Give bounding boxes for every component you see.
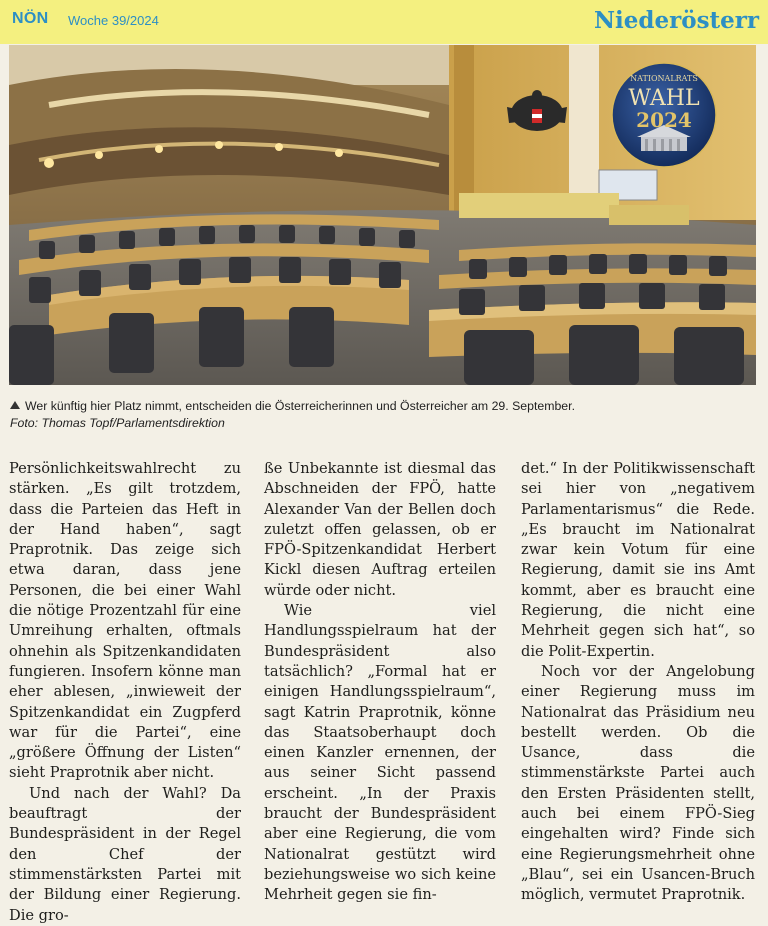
article-column-2 xyxy=(264,459,496,906)
col2-paragraph-1: ße Unbekannte ist diesmal das Abschneiden der FPÖ, hatte Alexander Van der Bellen doch zuletzt offen gelassen, ob er FPÖ-Spitzenkandidat Herbert Kickl diesen Auftrag erteilen würde oder nicht. xyxy=(264,460,496,599)
col2-paragraph-2: Wie viel Handlungsspielraum hat der Bundespräsident also tatsächlich? „Formal hat er einigen Handlungsspielraum“, sagt Katrin Praprotnik, könne das Staatsoberhaupt doch einen Kanzler ernennen, der aus seiner Sicht passend erscheint. „In der Praxis braucht der Bundespräsident aber eine Regierung, die vom Nationalrat gestützt wird beziehungsweise wo sich keine Mehrheit gegen sie fin- xyxy=(264,602,496,904)
badge-line1: NATIONALRATS xyxy=(630,74,698,83)
newspaper-header xyxy=(0,0,768,44)
col1-paragraph-2: Und nach der Wahl? Da beauftragt der Bundespräsident in der Regel den Chef der stimmenstärksten Partei mit der Bildung einer Regierung. Die gro- xyxy=(9,784,241,924)
parliament-photo xyxy=(9,45,756,385)
caption-text: Wer künftig hier Platz nimmt, entscheiden die Österreicherinnen und Österreicher am 29. September. xyxy=(25,399,575,413)
brand-logo: NÖN xyxy=(12,10,49,27)
col1-paragraph-1: Persönlichkeitswahlrecht zu stärken. „Es gilt trotzdem, dass die Parteien das Heft in der Hand haben“, sagt Praprotnik. Das zeige sich etwa daran, dass jene Personen, die bei einer Wahl die nötige Prozentzahl für eine Umreihung erhalten, oftmals ohnehin als Spitzenkandidaten fungieren. Insofern könne man eher ablesen, „inwieweit der Spitzenkandidat ein Zugpferd war für die Partei“, eine „größere Öffnung der Listen“ sieht Praprotnik aber nicht. xyxy=(9,460,241,782)
photo-credit: Foto: Thomas Topf/Parlamentsdirektion xyxy=(10,416,225,430)
badge-line3: 2024 xyxy=(636,108,692,132)
article-column-3 xyxy=(521,459,755,906)
region-title: Niederösterr xyxy=(594,7,760,34)
col3-paragraph-1: det.“ In der Politikwissenschaft sei hier von „negativem Parlamentarismus“ die Rede. „Es braucht im Nationalrat zwar kein Votum für eine Regierung, damit sie ins Amt kommt, aber es braucht eine Regierung, die nicht eine Mehrheit gegen sich hat“, so die Polit-Expertin. xyxy=(521,460,755,660)
issue-week: Woche 39/2024 xyxy=(68,13,159,28)
election-badge xyxy=(612,63,716,167)
caption-triangle-icon xyxy=(10,401,20,409)
photo-caption xyxy=(10,398,750,432)
article-column-1 xyxy=(9,459,241,926)
parliament-illustration xyxy=(9,45,756,385)
badge-line2: WAHL xyxy=(628,86,700,111)
col3-paragraph-2: Noch vor der Angelobung einer Regierung muss im Nationalrat das Präsidium neu bestellt werden. Ob die Usance, dass die stimmenstärkste Partei auch den Ersten Präsidenten stellt, auch bei einem FPÖ-Sieg eingehalten wird? Finde sich eine Regierungsmehrheit ohne „Blau“, sei ein Usancen-Bruch möglich, vermutet Praprotnik. xyxy=(521,662,755,904)
